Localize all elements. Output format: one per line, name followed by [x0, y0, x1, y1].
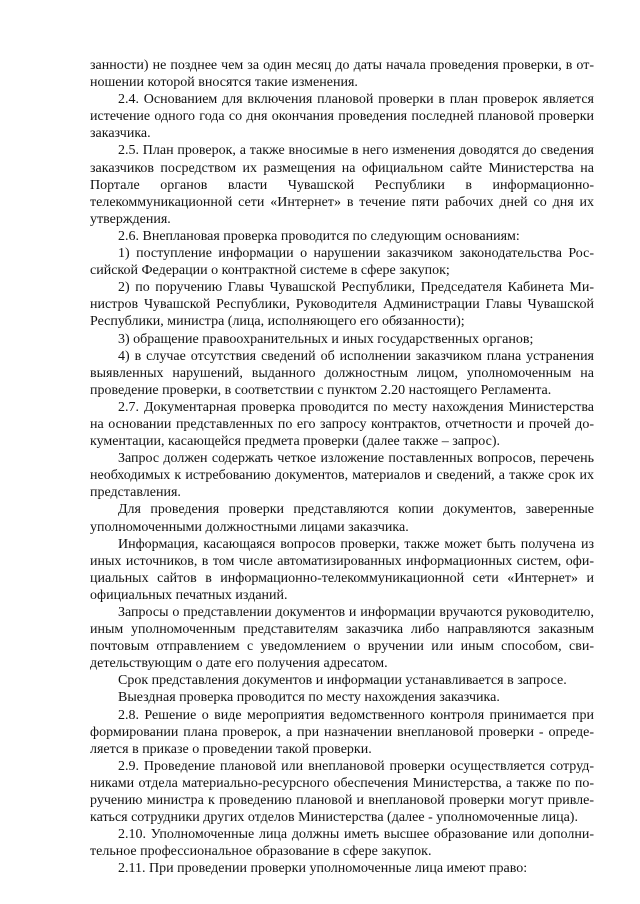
- paragraph-2-6: 2.6. Внеплановая проверка проводится по следующим основаниям:: [118, 228, 520, 244]
- paragraph: Срок представления документов и информации устанавливается в запросе.: [118, 673, 567, 689]
- paragraph: занности) не позднее чем за один месяц до даты начала проведения проверки, в отношении которой вносятся такие изменения.: [90, 58, 594, 91]
- paragraph-2-10: 2.10. Уполномоченные лица должны иметь высшее образование или дополнительное профессиональное образование в сфере закупок.: [90, 827, 594, 860]
- paragraph-2-8: 2.8. Решение о виде мероприятия ведомственного контроля принимается при формировании плана проверок, а при назначении внеплановой проверки - определяется в приказе о проведении такой проверки.: [90, 707, 594, 757]
- paragraph: Для проведения проверки представляются копии документов, заверенные уполномоченными должностными лицами заказчика.: [90, 502, 594, 535]
- list-item: 1) поступление информации о нарушении заказчиком законодательства Российской Федерации о контрактной системе в сфере закупок;: [90, 246, 594, 279]
- paragraph-2-4: 2.4. Основанием для включения плановой проверки в план проверок является истечение одного года со дня окончания проведения последней плановой проверки заказчика.: [90, 92, 594, 142]
- paragraph: Выездная проверка проводится по месту нахождения заказчика.: [118, 690, 500, 706]
- paragraph: Запросы о представлении документов и информации вручаются руководителю, иным уполномоченным представителям заказчика либо направляются заказным почтовым отправлением с уведомлением о вручении или иным способом, свидетельствующим о дате его получения адресатом.: [90, 605, 594, 672]
- paragraph-2-9: 2.9. Проведение плановой или внеплановой проверки осуществляется сотрудниками отдела материально-ресурсного обеспечения Министерства, а также по поручению министра к проведению плановой и внеплановой проверки могут привлекаться сотрудники других отделов Министерства (далее - уполномоченные лица).: [90, 758, 594, 826]
- list-item: 2) по поручению Главы Чувашской Республики, Председателя Кабинета Министров Чувашской Республики, Руководителя Администрации Главы Чувашской Республики, министра (лица, исполняющего его обязанности);: [90, 280, 594, 330]
- document-page: [90, 57, 594, 878]
- list-item: 4) в случае отсутствия сведений об исполнении заказчиком плана устранения выявленных нарушений, выданного должностным лицом, уполномоченным на проведение проверки, в соответствии с пунктом 2.20 настоящего Регламента.: [90, 348, 594, 398]
- paragraph-2-7: 2.7. Документарная проверка проводится по месту нахождения Министерства на основании представленных по его запросу контрактов, отчетности и прочей документации, касающейся предмета проверки (далее также – запрос).: [90, 399, 594, 450]
- list-item: 3) обращение правоохранительных и иных государственных органов;: [118, 331, 534, 347]
- paragraph: Запрос должен содержать четкое изложение поставленных вопросов, перечень необходимых к истребованию документов, материалов и сведений, а также срок их представления.: [90, 451, 594, 501]
- paragraph-2-5: 2.5. План проверок, а также вносимые в него изменения доводятся до сведения заказчиков посредством их размещения на официальном сайте Министерства на Портале органов власти Чувашской Республики в информационно-телекоммуникационной сети «Интернет» в течение пяти рабочих дней со дня их утверждения.: [90, 143, 594, 227]
- paragraph: Информация, касающаяся вопросов проверки, также может быть получена из иных источников, в том числе автоматизированных информационных систем, официальных сайтов в информационно-телекоммуникационной сети «Интернет» и официальных печатных изданий.: [90, 536, 594, 603]
- paragraph-2-11: 2.11. При проведении проверки уполномоченные лица имеют право:: [118, 861, 528, 877]
